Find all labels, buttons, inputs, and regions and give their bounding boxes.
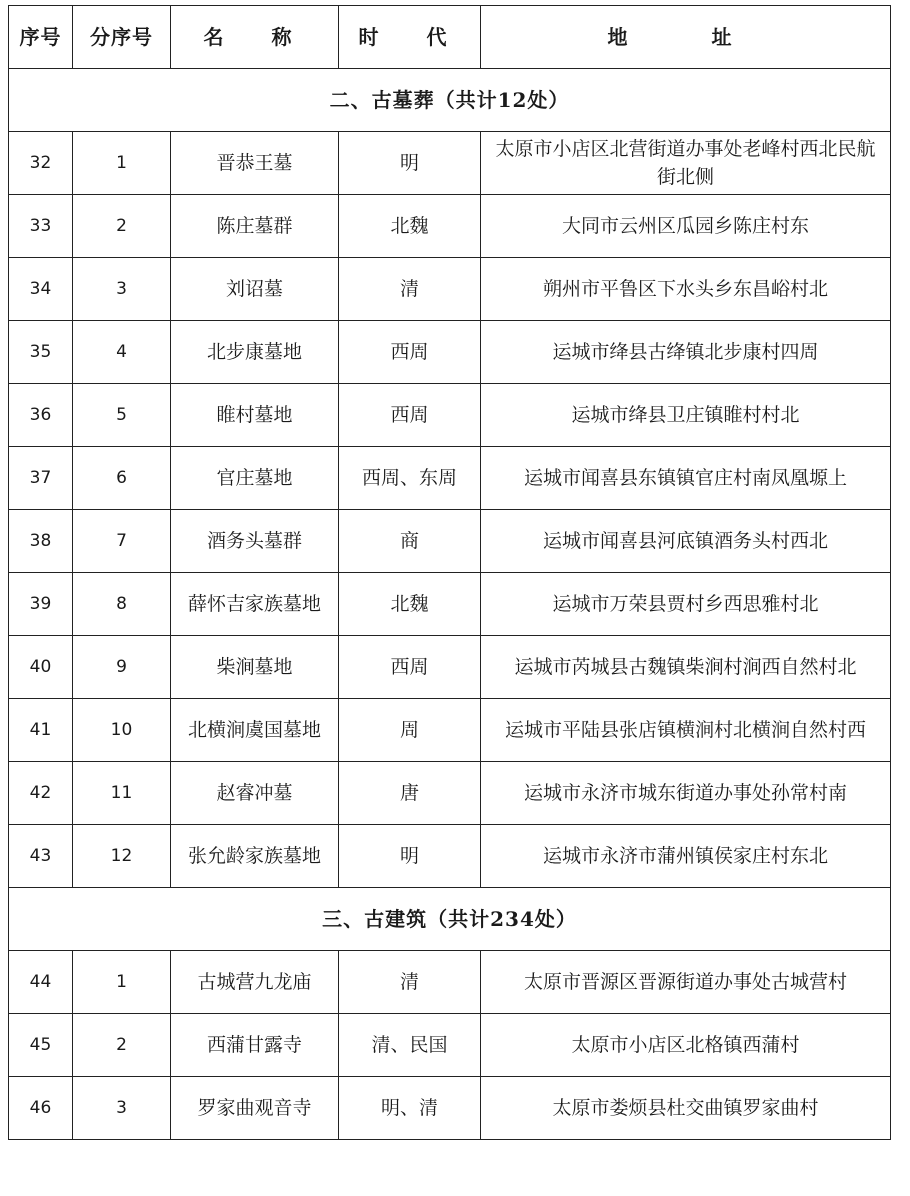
- cell-address: 太原市小店区北格镇西蒲村: [481, 1014, 891, 1077]
- cell-name: 晋恭王墓: [171, 132, 339, 195]
- cell-seq: 46: [9, 1077, 73, 1140]
- cell-sub-seq: 12: [73, 825, 171, 888]
- header-seq: 序号: [9, 6, 73, 69]
- cell-era: 北魏: [339, 573, 481, 636]
- cell-name: 西蒲甘露寺: [171, 1014, 339, 1077]
- cell-name: 睢村墓地: [171, 384, 339, 447]
- cell-seq: 32: [9, 132, 73, 195]
- table-row: [9, 636, 891, 699]
- table-header-row: [9, 6, 891, 69]
- table-row: [9, 1014, 891, 1077]
- header-name: 名 称: [171, 6, 339, 69]
- table-row: [9, 762, 891, 825]
- cell-seq: 45: [9, 1014, 73, 1077]
- cell-address: 大同市云州区瓜园乡陈庄村东: [481, 195, 891, 258]
- heritage-table-sheet: [8, 5, 890, 1140]
- cell-era: 唐: [339, 762, 481, 825]
- cell-name: 罗家曲观音寺: [171, 1077, 339, 1140]
- cell-seq: 43: [9, 825, 73, 888]
- table-row: [9, 384, 891, 447]
- section-row: [9, 888, 891, 951]
- cell-address: 运城市永济市城东街道办事处孙常村南: [481, 762, 891, 825]
- cell-era: 周: [339, 699, 481, 762]
- cell-name: 柴涧墓地: [171, 636, 339, 699]
- cell-address: 太原市小店区北营街道办事处老峰村西北民航街北侧: [481, 132, 891, 195]
- cell-sub-seq: 2: [73, 195, 171, 258]
- cell-seq: 38: [9, 510, 73, 573]
- cell-address: 运城市闻喜县河底镇酒务头村西北: [481, 510, 891, 573]
- table-row: [9, 825, 891, 888]
- cell-sub-seq: 8: [73, 573, 171, 636]
- cell-name: 刘诏墓: [171, 258, 339, 321]
- table-row: [9, 195, 891, 258]
- table-row: [9, 1077, 891, 1140]
- table-row: [9, 951, 891, 1014]
- table-row: [9, 699, 891, 762]
- header-address: 地 址: [481, 6, 891, 69]
- cell-era: 清: [339, 951, 481, 1014]
- cell-address: 运城市闻喜县东镇镇官庄村南凤凰塬上: [481, 447, 891, 510]
- cell-sub-seq: 9: [73, 636, 171, 699]
- cell-name: 酒务头墓群: [171, 510, 339, 573]
- cell-sub-seq: 11: [73, 762, 171, 825]
- cell-seq: 41: [9, 699, 73, 762]
- cell-seq: 39: [9, 573, 73, 636]
- cell-seq: 42: [9, 762, 73, 825]
- cell-name: 古城营九龙庙: [171, 951, 339, 1014]
- cell-seq: 35: [9, 321, 73, 384]
- cell-era: 明: [339, 825, 481, 888]
- cell-era: 商: [339, 510, 481, 573]
- cell-era: 明、清: [339, 1077, 481, 1140]
- table-row: [9, 573, 891, 636]
- cell-sub-seq: 10: [73, 699, 171, 762]
- table-row: [9, 321, 891, 384]
- section-title: 三、古建筑（共计234处）: [9, 888, 891, 951]
- cell-era: 明: [339, 132, 481, 195]
- cell-era: 西周: [339, 384, 481, 447]
- cell-era: 清: [339, 258, 481, 321]
- cell-era: 西周、东周: [339, 447, 481, 510]
- cell-sub-seq: 2: [73, 1014, 171, 1077]
- cell-sub-seq: 3: [73, 1077, 171, 1140]
- table-row: [9, 447, 891, 510]
- cell-seq: 44: [9, 951, 73, 1014]
- cell-era: 清、民国: [339, 1014, 481, 1077]
- cell-name: 薛怀吉家族墓地: [171, 573, 339, 636]
- cell-name: 北步康墓地: [171, 321, 339, 384]
- cell-name: 北横涧虞国墓地: [171, 699, 339, 762]
- cell-era: 西周: [339, 321, 481, 384]
- cell-seq: 40: [9, 636, 73, 699]
- section-row: [9, 69, 891, 132]
- cell-sub-seq: 7: [73, 510, 171, 573]
- cell-address: 朔州市平鲁区下水头乡东昌峪村北: [481, 258, 891, 321]
- cell-sub-seq: 3: [73, 258, 171, 321]
- cell-sub-seq: 5: [73, 384, 171, 447]
- table-row: [9, 510, 891, 573]
- cell-address: 运城市万荣县贾村乡西思雅村北: [481, 573, 891, 636]
- table-row: [9, 258, 891, 321]
- cell-era: 西周: [339, 636, 481, 699]
- cell-seq: 36: [9, 384, 73, 447]
- cell-sub-seq: 6: [73, 447, 171, 510]
- cell-name: 张允龄家族墓地: [171, 825, 339, 888]
- cell-seq: 33: [9, 195, 73, 258]
- cell-sub-seq: 1: [73, 951, 171, 1014]
- cell-name: 陈庄墓群: [171, 195, 339, 258]
- cell-seq: 34: [9, 258, 73, 321]
- cell-name: 赵睿冲墓: [171, 762, 339, 825]
- cell-address: 运城市绛县卫庄镇睢村村北: [481, 384, 891, 447]
- header-sub-seq: 分序号: [73, 6, 171, 69]
- heritage-table: [8, 5, 891, 1140]
- cell-address: 太原市娄烦县杜交曲镇罗家曲村: [481, 1077, 891, 1140]
- section-title: 二、古墓葬（共计12处）: [9, 69, 891, 132]
- table-body: [9, 69, 891, 1140]
- cell-address: 运城市永济市蒲州镇侯家庄村东北: [481, 825, 891, 888]
- cell-era: 北魏: [339, 195, 481, 258]
- cell-name: 官庄墓地: [171, 447, 339, 510]
- cell-address: 运城市芮城县古魏镇柴涧村涧西自然村北: [481, 636, 891, 699]
- cell-address: 太原市晋源区晋源街道办事处古城营村: [481, 951, 891, 1014]
- cell-sub-seq: 4: [73, 321, 171, 384]
- table-row: [9, 132, 891, 195]
- header-era: 时 代: [339, 6, 481, 69]
- cell-sub-seq: 1: [73, 132, 171, 195]
- cell-address: 运城市绛县古绛镇北步康村四周: [481, 321, 891, 384]
- cell-address: 运城市平陆县张店镇横涧村北横涧自然村西: [481, 699, 891, 762]
- cell-seq: 37: [9, 447, 73, 510]
